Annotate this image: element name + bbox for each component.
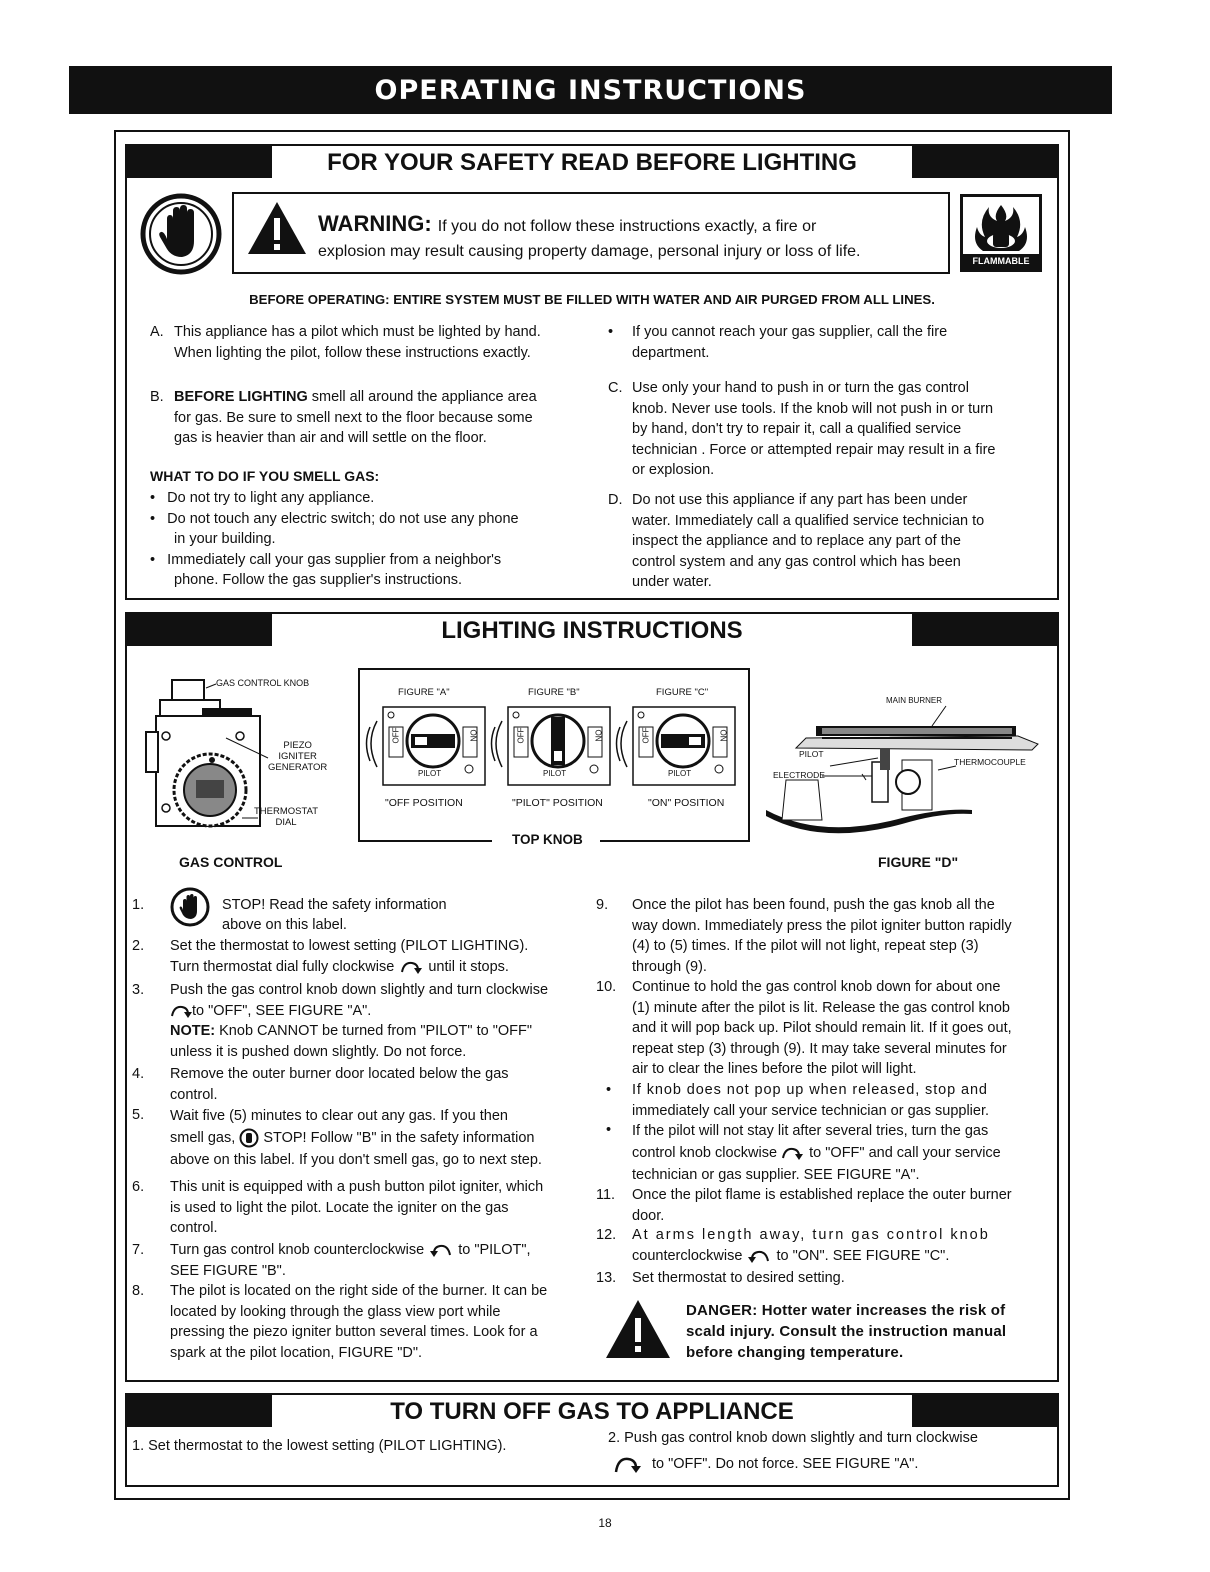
step3-note: Knob CANNOT be turned from "PILOT" to "OFF" <box>219 1023 532 1039</box>
item-c-label: C. <box>608 380 623 396</box>
knob-a-off: OFF <box>391 727 401 744</box>
lighting-title: LIGHTING INSTRUCTIONS <box>272 614 912 646</box>
gc-knob-label: GAS CONTROL KNOB <box>216 678 310 688</box>
knob-b-pilot: PILOT <box>543 769 567 778</box>
step5-l1: Wait five (5) minutes to clear out any gas. If you then <box>170 1108 508 1124</box>
item-d-line5: under water. <box>632 574 712 590</box>
step6-num: 6. <box>132 1179 145 1195</box>
turnoff-step2-l1: 2. Push gas control knob down slightly and turn clockwise <box>608 1430 978 1446</box>
warning-text <box>318 212 938 239</box>
knob-a-pilot: PILOT <box>418 769 442 778</box>
step10-l3: and it will pop back up. Pilot should remain lit. If it goes out, <box>632 1020 1012 1036</box>
hand-stop-tiny-icon <box>239 1128 259 1148</box>
safety-title: FOR YOUR SAFETY READ BEFORE LIGHTING <box>272 146 912 178</box>
step6-l1: This unit is equipped with a push button pilot igniter, which <box>170 1179 544 1195</box>
main-burner-label: MAIN BURNER <box>886 696 943 705</box>
pilot-label: PILOT <box>799 749 824 759</box>
step9-l3: (4) to (5) times. If the pilot will not light, repeat step (3) <box>632 938 979 954</box>
step1-l1: STOP! Read the safety information <box>222 897 447 913</box>
clockwise-arrow-icon <box>170 1004 192 1018</box>
step10-l2: (1) minute after the pilot is lit. Release the gas control knob <box>632 999 1010 1016</box>
bullet2-dot: • <box>606 1122 612 1138</box>
item-b-line1: smell all around the appliance area <box>311 389 537 405</box>
step3-l1: Push the gas control knob down slightly and turn clockwise <box>170 982 549 998</box>
item-c-line5: or explosion. <box>632 462 715 478</box>
step3-note-bold: NOTE: <box>170 1023 216 1039</box>
knob-b-off: OFF <box>516 727 526 744</box>
knob-c-pilot: PILOT <box>668 769 692 778</box>
hand-stop-small-icon <box>170 887 210 927</box>
step7-l1b: to "PILOT", <box>458 1242 531 1258</box>
step2-l2a: Turn thermostat dial fully clockwise <box>170 958 395 975</box>
step8-l3: pressing the piezo igniter button several times. Look for a <box>170 1324 538 1340</box>
turnoff-step1: 1. Set thermostat to the lowest setting (PILOT LIGHTING). <box>132 1438 507 1454</box>
step4-l2: control. <box>170 1086 218 1103</box>
step9-l4: through (9). <box>632 958 707 975</box>
step13-num: 13. <box>596 1270 617 1286</box>
electrode-label: ELECTRODE <box>773 770 825 780</box>
warning-line2: explosion may result causing property damage, personal injury or loss of life. <box>318 243 861 260</box>
step8 <box>170 1281 590 1363</box>
gc-piezo2: IGNITER <box>278 751 317 762</box>
flammable-icon <box>960 194 1042 272</box>
knob-c-off: OFF <box>641 727 651 744</box>
step12-l2b: to "ON". SEE FIGURE "C". <box>776 1247 950 1264</box>
item-d <box>632 490 1032 593</box>
item-d-label: D. <box>608 492 623 508</box>
step5-l2b: STOP! Follow "B" in the safety information <box>263 1130 535 1146</box>
warning-triangle-icon <box>246 200 308 256</box>
item-b-label: B. <box>150 389 164 405</box>
step11-l1: Once the pilot flame is established replace the outer burner <box>632 1187 1012 1203</box>
item-c-line4: technician . Force or attempted repair may result in a fire <box>632 441 996 458</box>
clockwise-arrow-icon <box>612 1454 642 1474</box>
warning-line1: If you do not follow these instructions exactly, a fire or <box>437 218 817 235</box>
page-number: 18 <box>598 1516 612 1530</box>
item-b <box>174 387 594 449</box>
step3-num: 3. <box>132 982 145 998</box>
item-b-line3: gas is heavier than air and will settle on the floor. <box>174 430 487 446</box>
step12-l1: At arms length away, turn gas control knob <box>632 1227 990 1243</box>
step6-l3: control. <box>170 1220 218 1236</box>
flammable-label: FLAMMABLE <box>963 254 1039 269</box>
counterclockwise-arrow-icon <box>428 1243 454 1257</box>
bullet2-l2b: to "OFF" and call your service <box>809 1145 1001 1161</box>
step6-l2: is used to light the pilot. Locate the igniter on the gas <box>170 1199 509 1216</box>
step5-l2a: smell gas, <box>170 1130 236 1146</box>
item-c-line2: knob. Never use tools. If the knob will not push in or turn <box>632 400 994 417</box>
step11-l2: door. <box>632 1207 665 1224</box>
right-bullet <box>632 322 1032 363</box>
step10-l5: air to clear the lines before the pilot will light. <box>632 1061 917 1077</box>
step4 <box>170 1064 590 1105</box>
danger-l3: before changing temperature. <box>686 1344 904 1361</box>
gc-thermo1: THERMOSTAT <box>254 806 319 817</box>
bullet2-l3: technician or gas supplier. SEE FIGURE "A". <box>632 1167 920 1183</box>
page-banner: OPERATING INSTRUCTIONS <box>69 66 1112 114</box>
gc-caption: GAS CONTROL <box>179 854 283 870</box>
step8-l2: located by looking through the glass view port while <box>170 1303 501 1320</box>
item-a-line2: When lighting the pilot, follow these instructions exactly. <box>174 344 531 361</box>
step7-l1a: Turn gas control knob counterclockwise <box>170 1242 425 1258</box>
gc-piezo3: GENERATOR <box>268 762 328 773</box>
step10 <box>632 977 1050 1080</box>
step4-num: 4. <box>132 1066 145 1082</box>
step9-num: 9. <box>596 897 609 913</box>
step7-l2: SEE FIGURE "B". <box>170 1262 286 1279</box>
step7 <box>170 1240 590 1281</box>
warning-word: WARNING: <box>318 211 432 236</box>
step1-l2: above on this label. <box>222 917 347 933</box>
hand-stop-icon <box>140 193 222 275</box>
turnoff-step2-l2: to "OFF". Do not force. SEE FIGURE "A". <box>652 1456 919 1472</box>
step2-l2b: until it stops. <box>428 958 509 975</box>
step9 <box>632 895 1050 977</box>
step12-l2a: counterclockwise <box>632 1247 743 1264</box>
top-knob-label: TOP KNOB <box>512 832 583 847</box>
step2 <box>170 936 590 977</box>
step8-num: 8. <box>132 1283 145 1299</box>
step5-num: 5. <box>132 1107 145 1123</box>
gc-piezo1: PIEZO <box>283 740 312 751</box>
smell-bullet3-l2: phone. Follow the gas supplier's instructions. <box>174 572 463 588</box>
step2-num: 2. <box>132 938 145 954</box>
gc-thermo-label <box>254 806 318 828</box>
smell-heading: WHAT TO DO IF YOU SMELL GAS: <box>150 468 380 484</box>
step12-num: 12. <box>596 1227 617 1243</box>
step7-num: 7. <box>132 1242 145 1258</box>
bullet2 <box>632 1120 1050 1186</box>
step3 <box>170 980 590 1062</box>
step9-l1: Once the pilot has been found, push the gas knob all the <box>632 897 995 913</box>
knob-box-bottom-left <box>358 840 492 842</box>
fig-d-caption: FIGURE "D" <box>878 854 959 870</box>
danger-triangle-icon <box>604 1298 672 1360</box>
smell-bullet2: Do not touch any electric switch; do not use any phone <box>167 510 519 527</box>
bullet2-l2a: control knob clockwise <box>632 1145 778 1161</box>
off-position-label: "OFF POSITION <box>385 797 463 809</box>
fig-a-label: FIGURE "A" <box>398 687 450 698</box>
item-d-line4: control system and any gas control which has been <box>632 553 961 570</box>
gc-piezo-label <box>268 740 327 773</box>
step10-l1: Continue to hold the gas control knob down for about one <box>632 979 1001 995</box>
step2-l1: Set the thermostat to lowest setting (PILOT LIGHTING). <box>170 938 529 954</box>
step4-l1: Remove the outer burner door located below the gas <box>170 1066 509 1082</box>
clockwise-arrow-icon <box>781 1146 805 1160</box>
gc-thermo2: DIAL <box>275 817 297 828</box>
right-bullet-l1: If you cannot reach your gas supplier, call the fire <box>632 324 948 340</box>
step3-note2: unless it is pushed down slightly. Do not force. <box>170 1043 467 1060</box>
item-a-line1: This appliance has a pilot which must be lighted by hand. <box>174 324 541 340</box>
step11-num: 11. <box>596 1187 616 1203</box>
bullet1-dot: • <box>606 1082 612 1098</box>
item-a <box>174 322 594 363</box>
danger-l2: scald injury. Consult the instruction manual <box>686 1323 1007 1340</box>
item-c-line1: Use only your hand to push in or turn the gas control <box>632 380 969 396</box>
knob-b-on: ON <box>593 729 603 742</box>
step9-l2: way down. Immediately press the pilot igniter button rapidly <box>632 917 1012 934</box>
item-c-line3: by hand, don't try to repair it, call a qualified service <box>632 421 962 437</box>
knob-box-bottom-right <box>600 840 750 842</box>
smell-bullet3: Immediately call your gas supplier from a neighbor's <box>167 551 502 568</box>
bullet1-l1: If knob does not pop up when released, stop and <box>632 1082 988 1098</box>
item-b-bold: BEFORE LIGHTING <box>174 389 308 405</box>
bullet2-l1: If the pilot will not stay lit after several tries, turn the gas <box>632 1123 989 1139</box>
step10-num: 10. <box>596 979 617 995</box>
danger-l1: DANGER: Hotter water increases the risk of <box>686 1302 1006 1319</box>
step8-l4: spark at the pilot location, FIGURE "D". <box>170 1344 423 1361</box>
thermocouple-label: THERMOCOUPLE <box>954 757 1026 767</box>
right-bullet-dot: • <box>608 324 614 340</box>
item-d-line2: water. Immediately call a qualified service technician to <box>632 512 985 529</box>
fig-c-label: FIGURE "C" <box>656 687 709 698</box>
knob-a-on: ON <box>468 729 478 742</box>
clockwise-arrow-icon <box>398 960 424 974</box>
step1-num: 1. <box>132 897 145 913</box>
before-operating-notice: BEFORE OPERATING: ENTIRE SYSTEM MUST BE FILLED WITH WATER AND AIR PURGED FROM ALL LINES. <box>249 292 935 307</box>
smell-bullet1: Do not try to light any appliance. <box>167 490 375 506</box>
smell-bullet2-l2: in your building. <box>174 531 276 547</box>
counterclockwise-arrow-icon <box>746 1249 772 1263</box>
step10-l4: repeat step (3) through (9). It may take several minutes for <box>632 1040 1007 1057</box>
turnoff-title: TO TURN OFF GAS TO APPLIANCE <box>272 1395 912 1427</box>
step5-l3: above on this label. If you don't smell gas, go to next step. <box>170 1152 542 1168</box>
fig-b-label: FIGURE "B" <box>528 687 580 698</box>
step3-l2: to "OFF", SEE FIGURE "A". <box>192 1002 372 1019</box>
item-d-line1: Do not use this appliance if any part has been under <box>632 492 968 508</box>
pilot-position-label: "PILOT" POSITION <box>512 797 603 809</box>
step5 <box>170 1105 590 1171</box>
item-a-label: A. <box>150 324 164 340</box>
step6 <box>170 1177 590 1239</box>
step13: Set thermostat to desired setting. <box>632 1270 845 1286</box>
on-position-label: "ON" POSITION <box>648 797 725 809</box>
smell-list: • Do not try to light any appliance. • Do not touch any electric switch; do not use any phone in your building. • Immediately call your gas supplier from a neighbor's phone. Follow the gas supplier's instructions. <box>150 488 590 591</box>
step8-l1: The pilot is located on the right side of the burner. It can be <box>170 1283 548 1299</box>
item-d-line3: inspect the appliance and to replace any part of the <box>632 533 961 549</box>
bullet1 <box>632 1080 1050 1121</box>
bullet1-l2: immediately call your service technician or gas supplier. <box>632 1102 990 1119</box>
knob-c-on: ON <box>718 729 728 742</box>
danger-notice <box>686 1300 1056 1363</box>
item-c <box>632 378 1032 481</box>
step12 <box>632 1225 1050 1266</box>
right-bullet-l2: department. <box>632 344 710 361</box>
step11 <box>632 1185 1050 1226</box>
item-b-line2: for gas. Be sure to smell next to the floor because some <box>174 409 533 426</box>
